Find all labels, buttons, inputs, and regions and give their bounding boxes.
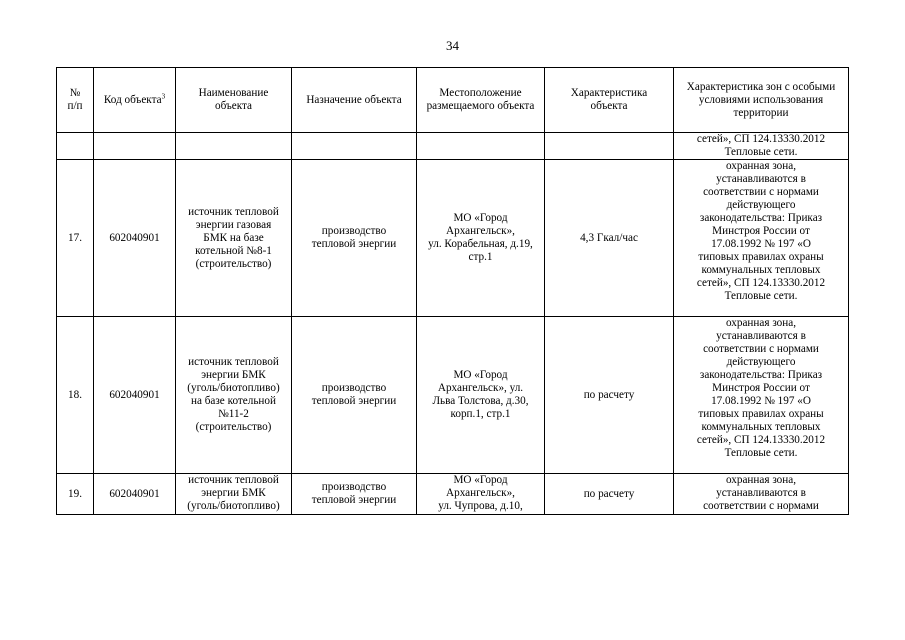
location-cell: МО «Город Архангельск», ул. Льва Толстова, д.30, корп.1, стр.1 (417, 317, 545, 474)
name-cell: источник тепловой энергии БМК (уголь/биотопливо) на базе котельной №11-2 (строительство) (176, 317, 292, 474)
code-cell: 602040901 (94, 317, 176, 474)
num-cell: 19. (57, 474, 94, 515)
header-name: Наименование объекта (176, 68, 292, 133)
num-cell: 18. (57, 317, 94, 474)
purpose-cell: производство тепловой энергии (292, 317, 417, 474)
purpose-cell: производство тепловой энергии (292, 160, 417, 317)
code-cell: 602040901 (94, 474, 176, 515)
characteristic-cell: 4,3 Гкал/час (545, 160, 674, 317)
table-row-continuation (57, 133, 849, 160)
header-code: Код объекта$^3$ (94, 68, 176, 133)
location-cell: МО «Город Архангельск», ул. Чупрова, д.10, (417, 474, 545, 515)
header-characteristic: Характеристика объекта (545, 68, 674, 133)
zones-cell: охранная зона, устанавливаются в соответствии с нормами действующего законодательства: Приказ Минстроя России от 17.08.1992 № 197 «О типовых правилах охраны коммунальных тепловых сетей», СП 124.13330.2012 Тепловые сети. (674, 317, 849, 474)
page-number: 34 (446, 38, 459, 53)
footnote-marker: 3 (161, 91, 166, 100)
purpose-cell: производство тепловой энергии (292, 474, 417, 515)
table-header-row (57, 68, 849, 133)
table-row (57, 474, 849, 515)
location-cell: МО «Город Архангельск», ул. Корабельная, д.19, стр.1 (417, 160, 545, 317)
characteristic-cell: по расчету (545, 317, 674, 474)
zones-cell: охранная зона, устанавливаются в соответствии с нормами действующего законодательства: Приказ Минстроя России от 17.08.1992 № 197 «О типовых правилах охраны коммунальных тепловых сетей», СП 124.13330.2012 Тепловые сети. (674, 160, 849, 317)
code-cell: 602040901 (94, 160, 176, 317)
characteristic-cell: по расчету (545, 474, 674, 515)
zones-cell: охранная зона, устанавливаются в соответствии с нормами (674, 474, 849, 515)
header-num: № п/п (57, 68, 94, 133)
zones-cell: сетей», СП 124.13330.2012 Тепловые сети. (674, 133, 849, 160)
header-location: Местоположение размещаемого объекта (417, 68, 545, 133)
objects-table (56, 67, 849, 515)
header-zones: Характеристика зон с особыми условиями использования территории (674, 68, 849, 133)
name-cell: источник тепловой энергии газовая БМК на базе котельной №8-1 (строительство) (176, 160, 292, 317)
header-purpose: Назначение объекта (292, 68, 417, 133)
name-cell: источник тепловой энергии БМК (уголь/биотопливо) (176, 474, 292, 515)
table-row (57, 317, 849, 474)
table-row (57, 160, 849, 317)
num-cell: 17. (57, 160, 94, 317)
